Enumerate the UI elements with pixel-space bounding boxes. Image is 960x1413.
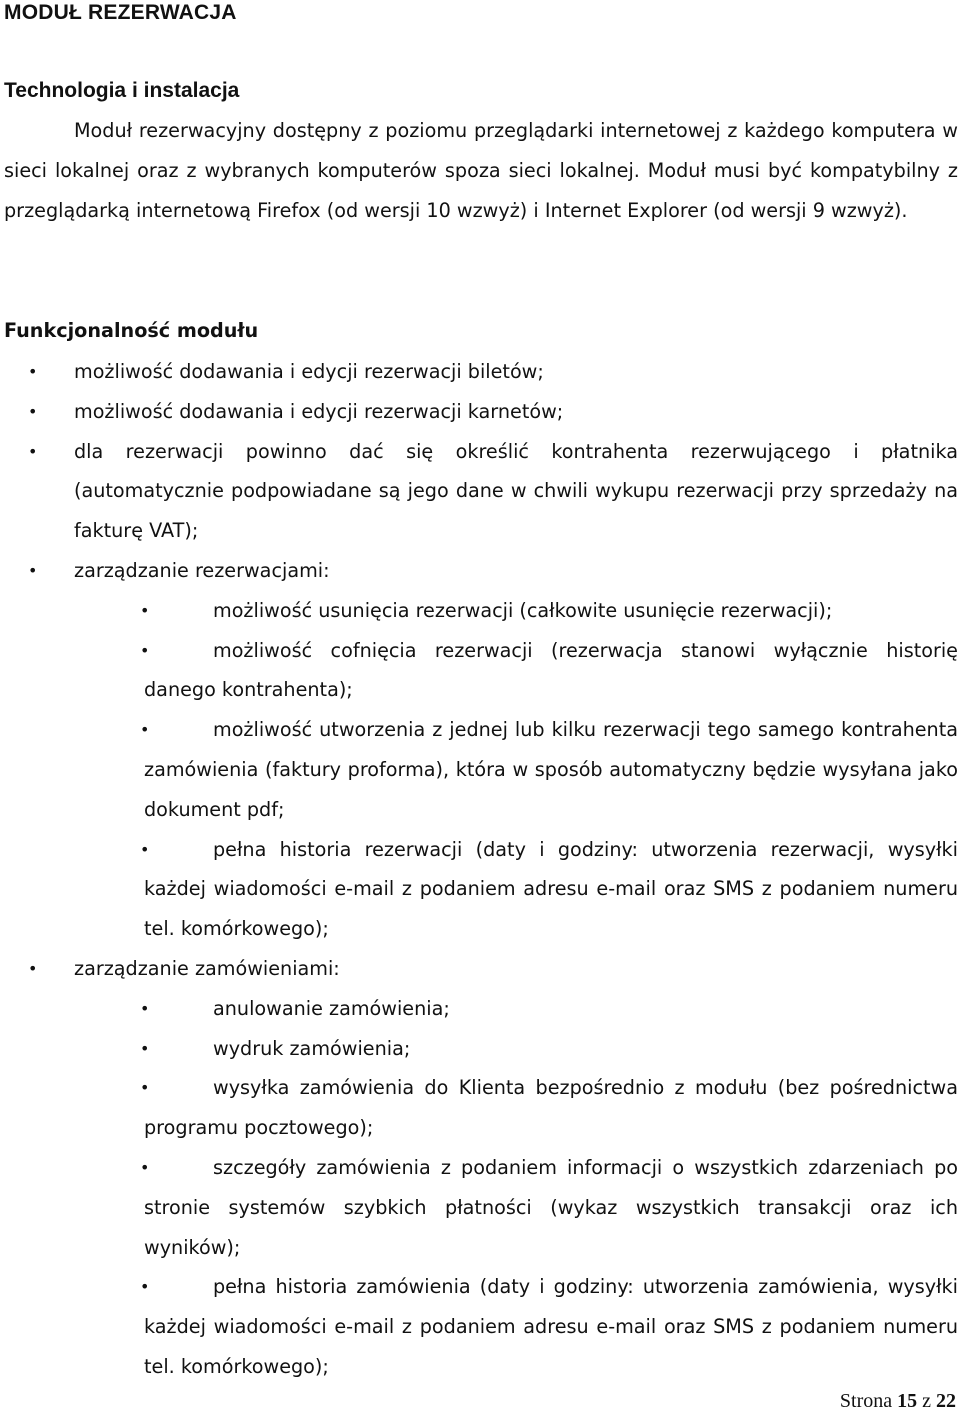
reservations-sublist [74,591,958,949]
sublist-item-text: wydruk zamówienia; [213,1036,411,1060]
bullet-icon: • [140,998,150,1018]
sublist-item-text: pełna historia zamówienia (daty i godziny: utworzenia zamówienia, wysyłki każdej wiadomości e-mail z podaniem adresu e-mail oraz SMS z podaniem numeru tel. komórkowego); [144,1275,958,1378]
bullet-icon: • [140,839,150,859]
sublist-item [0,989,958,1029]
list-item-text: zarządzanie zamówieniami: [74,956,340,980]
section-heading-technology: Technologia i instalacja [4,79,240,102]
bullet-icon: • [140,1157,150,1177]
orders-sublist [74,989,958,1387]
sublist-item [0,591,958,631]
bullet-icon: • [140,1078,150,1098]
sublist-item-text: pełna historia rezerwacji (daty i godziny: utworzenia rezerwacji, wysyłki każdej wiadomości e-mail z podaniem adresu e-mail oraz SMS z podaniem numeru tel. komórkowego); [144,837,958,941]
list-item-text: zarządzanie rezerwacjami: [74,558,330,582]
bullet-icon: • [140,1038,150,1058]
sublist-item [0,1148,958,1267]
list-item [0,432,958,551]
list-item-text: możliwość dodawania i edycji rezerwacji biletów; [74,360,544,383]
section-heading-functionality: Funkcjonalność modułu [4,319,259,342]
bullet-icon: • [140,720,150,740]
list-item-text: możliwość dodawania i edycji rezerwacji karnetów; [74,399,564,423]
footer-current-page: 15 [897,1390,918,1412]
sublist-item-text: możliwość cofnięcia rezerwacji (rezerwacja stanowi wyłącznie historię danego kontrahenta); [144,638,958,702]
footer-total-pages: 22 [936,1390,956,1412]
sublist-item [0,631,958,711]
bullet-icon: • [140,1277,150,1297]
sublist-item [0,1068,958,1148]
list-item [0,392,958,432]
sublist-item [0,710,958,829]
page-number-footer [840,1389,956,1413]
section-paragraph-technology: Moduł rezerwacyjny dostępny z poziomu przeglądarki internetowej z każdego komputera w sieci lokalnej oraz z wybranych komputerów spoza sieci lokalnej. Moduł musi być kompatybilny z przeglądarką internetową Firefox (od wersji 10 wzwyż) i Internet Explorer (od wersji 9 wzwyż). [4,119,958,222]
sublist-item-text: szczegóły zamówienia z podaniem informacji o wszystkich zdarzeniach po stronie systemów szybkich płatności (wykaz wszystkich transakcji oraz ich wyników); [144,1155,958,1259]
list-item [0,949,958,1387]
footer-page-label: Strona [839,1390,893,1412]
document-title: MODUŁ REZERWACJA [4,1,237,24]
sublist-item [0,830,958,949]
bullet-icon: • [140,640,150,660]
sublist-item-text: wysyłka zamówienia do Klienta bezpośrednio z modułu (bez pośrednictwa programu pocztowego); [144,1076,958,1140]
sublist-item-text: możliwość usunięcia rezerwacji (całkowite usunięcie rezerwacji); [213,598,833,622]
list-item [0,352,958,392]
sublist-item-text: możliwość utworzenia z jednej lub kilku rezerwacji tego samego kontrahenta zamówienia (faktury proforma), która w sposób automatyczny będzie wysyłana jako dokument pdf; [144,718,958,821]
list-item-text: dla rezerwacji powinno dać się określić kontrahenta rezerwującego i płatnika (automatycznie podpowiadane są jego dane w chwili wykupu rezerwacji przy sprzedaży na fakturę VAT); [74,439,958,543]
footer-separator: z [922,1390,931,1412]
functionality-list [0,352,958,1387]
sublist-item [0,1267,958,1386]
sublist-item [0,1029,958,1069]
list-item [0,551,958,949]
bullet-icon: • [140,600,150,620]
sublist-item-text: anulowanie zamówienia; [213,996,450,1020]
